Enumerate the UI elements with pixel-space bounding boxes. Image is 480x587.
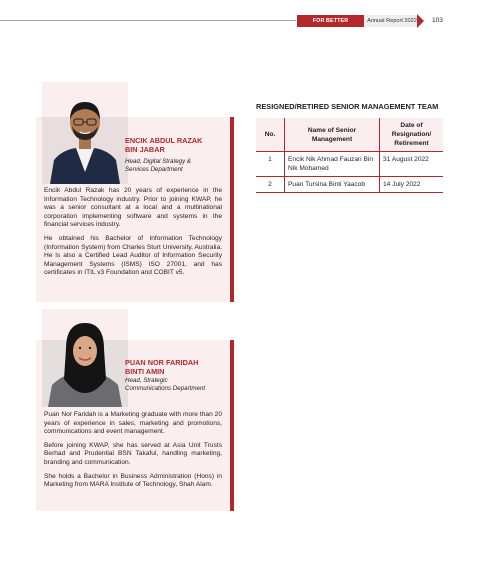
card-accent-bar [230, 117, 234, 302]
profile-role-line1: Head, Digital Strategy & [125, 158, 192, 165]
portrait-photo-abdul-razak [42, 82, 128, 184]
profile-role-line2: Communications Department [125, 385, 206, 392]
profile-name-line1: ENCIK ABDUL RAZAK [125, 136, 203, 145]
profile-card-nor-faridah [36, 340, 230, 511]
bio-paragraph: He obtained his Bachelor of Information Technology (Information System) from Charles Sturt University, Australia. He is also a Certified Lead Auditor of Information Security Management Systems (ISMS) ISO 27001, and has certificates in ITIL v3 Foundation and COBIT v5. [44, 234, 222, 277]
profile-name-line1: PUAN NOR FARIDAH [125, 358, 199, 367]
cell-date: 14 July 2022 [380, 177, 444, 193]
page-number: 103 [432, 17, 443, 24]
bio-paragraph: She holds a Bachelor in Business Administration (Hons) in Marketing from MARA Institute of Technology, Shah Alam. [44, 472, 222, 489]
table-row [256, 152, 443, 177]
bio-paragraph: Encik Abdul Razak has 20 years of experience in the Information Technology industry. Prior to joining KWAP, he was a senior consultant at a local and a multinational corporation implementing software and systems in the financial services industry. [44, 187, 222, 229]
cell-no: 1 [256, 152, 285, 177]
section-label: FOR BETTER GOVERNANCE [297, 15, 364, 27]
table-row [256, 177, 443, 193]
cell-name: Puan Tursina Binti Yaacob [285, 177, 380, 193]
profile-role [125, 158, 191, 174]
column-header-date: Date of Resignation/ Retirement [380, 118, 444, 152]
profile-role [125, 377, 205, 393]
profile-card-abdul-razak [36, 117, 230, 302]
bio-paragraph: Before joining KWAP, she has served at Asia Unit Trusts Berhad and Prudential BSN Takaful, handling marketing, branding and communication. [44, 441, 222, 466]
cell-date: 31 August 2022 [380, 152, 444, 177]
profile-bio [44, 187, 222, 283]
bio-paragraph: Puan Nor Faridah is a Marketing graduate with more than 20 years of experience in sales, marketing and promotions, communications and event management. [44, 411, 222, 436]
profile-role-line2: Services Department [125, 166, 183, 173]
table-header-row [256, 118, 443, 152]
senior-management-table [256, 118, 443, 193]
column-header-name: Name of Senior Management [285, 118, 380, 152]
profile-name [125, 358, 198, 376]
report-label: Annual Report 2022 [364, 15, 420, 27]
profile-name-line2: BINTI AMIN [125, 367, 165, 376]
profile-name [125, 136, 202, 154]
chevron-right-icon [417, 14, 424, 28]
profile-name-line2: BIN JABAR [125, 145, 165, 154]
portrait-photo-nor-faridah [42, 309, 128, 407]
cell-no: 2 [256, 177, 285, 193]
profile-bio [44, 411, 222, 495]
profile-role-line1: Head, Strategic [125, 377, 168, 384]
column-header-no: No. [256, 118, 285, 152]
card-accent-bar [230, 340, 234, 511]
cell-name: Encik Nik Ahmad Fauzan Bin Nik Mohamed [285, 152, 380, 177]
table-title: RESIGNED/RETIRED SENIOR MANAGEMENT TEAM [256, 102, 439, 111]
header-rule [0, 20, 296, 21]
